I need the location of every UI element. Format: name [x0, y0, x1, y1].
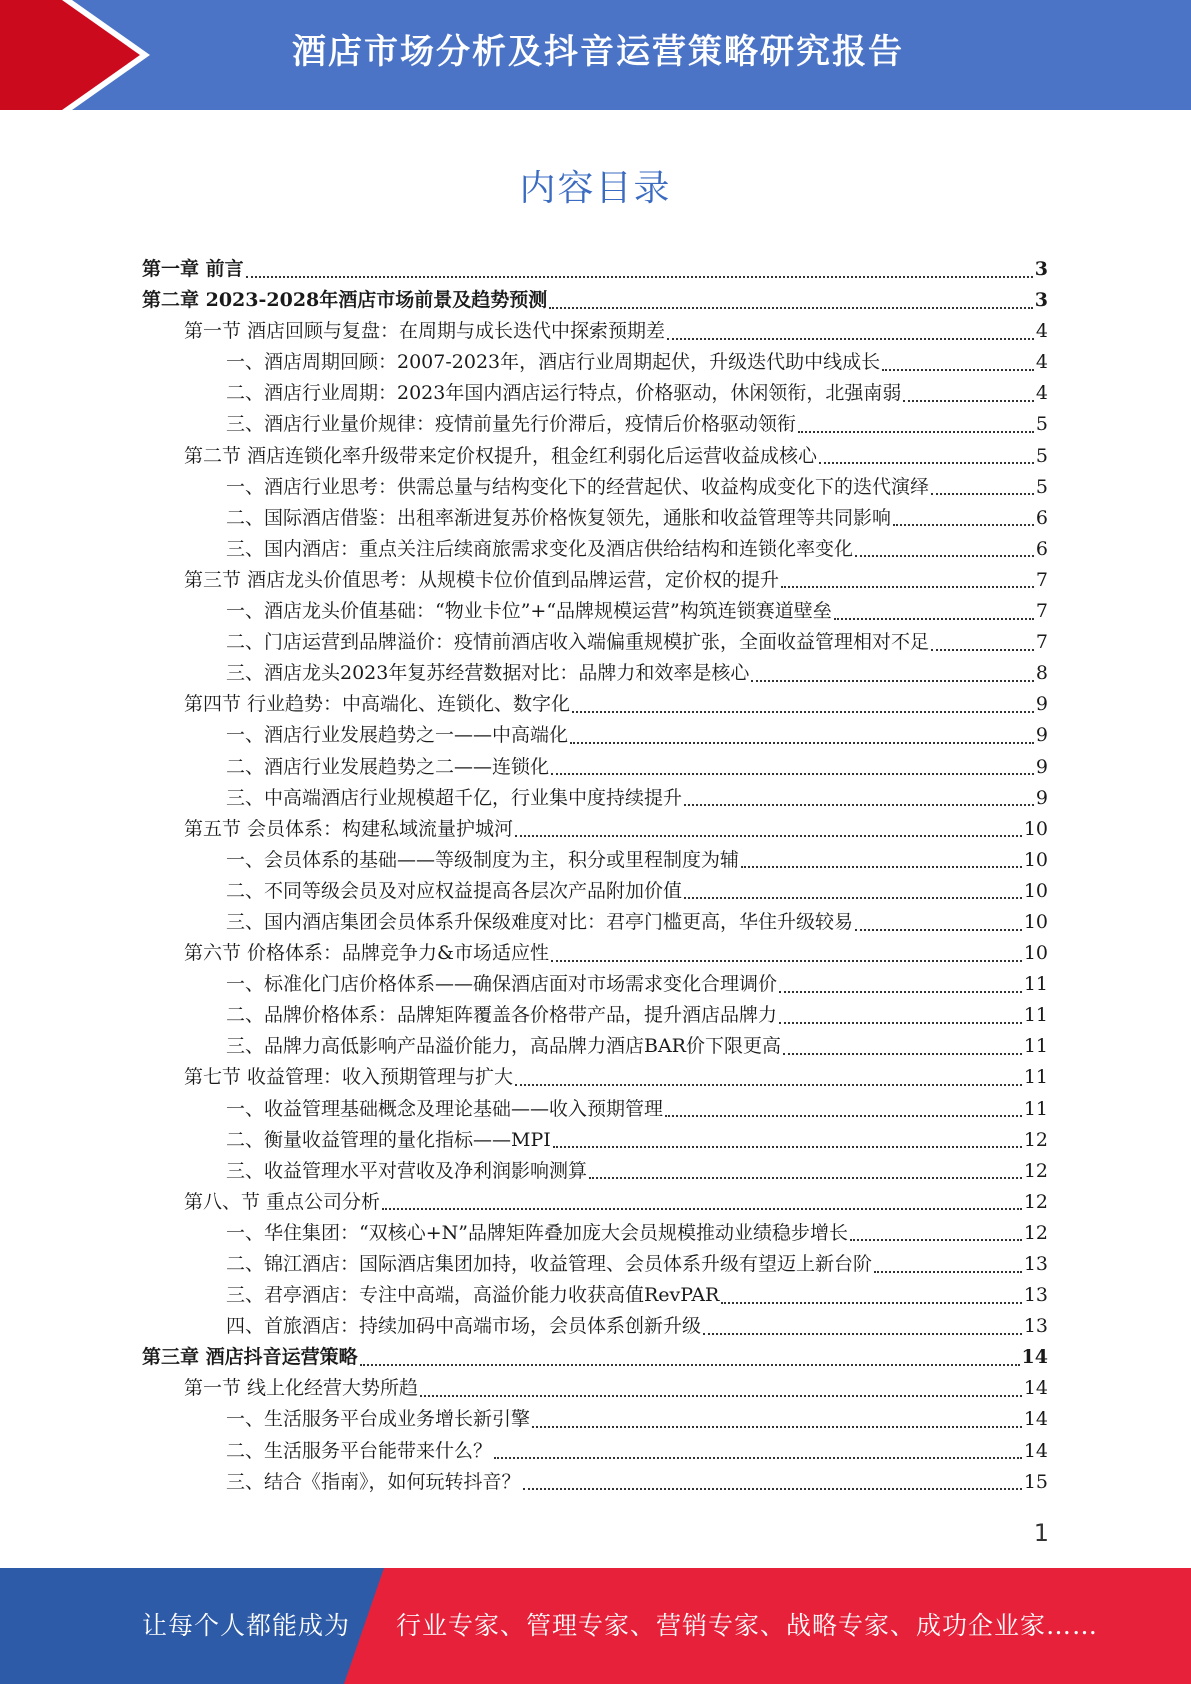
toc-entry-page: 4 — [1035, 382, 1048, 405]
toc-entry-title: 一、华住集团：“双核心+N”品牌矩阵叠加庞大会员规模推动业绩稳步增长 — [226, 1221, 848, 1244]
toc-entry[interactable] — [142, 254, 1048, 285]
toc-dot-leader — [494, 1457, 1022, 1459]
toc-entry[interactable] — [142, 689, 1048, 720]
toc-entry[interactable] — [142, 565, 1048, 596]
toc-entry-page: 10 — [1023, 942, 1048, 965]
toc-dot-leader — [553, 1146, 1022, 1148]
toc-entry-title: 一、标准化门店价格体系——确保酒店面对市场需求变化合理调价 — [226, 973, 778, 996]
toc-dot-leader — [549, 307, 1033, 309]
toc-entry-page: 15 — [1023, 1470, 1048, 1493]
toc-entry-title: 第四节 行业趋势：中高端化、连锁化、数字化 — [184, 693, 571, 716]
toc-dot-leader — [523, 1488, 1022, 1490]
toc-entry-page: 11 — [1023, 1097, 1048, 1120]
toc-entry[interactable] — [142, 1000, 1048, 1031]
toc-entry[interactable] — [142, 814, 1048, 845]
toc-entry-title: 三、中高端酒店行业规模超千亿，行业集中度持续提升 — [226, 786, 683, 809]
toc-entry-title: 三、国内酒店：重点关注后续商旅需求变化及酒店供给结构和连锁化率变化 — [226, 537, 854, 560]
toc-entry[interactable] — [142, 783, 1048, 814]
toc-entry[interactable] — [142, 1311, 1048, 1342]
toc-entry[interactable] — [142, 1467, 1048, 1498]
toc-entry[interactable] — [142, 316, 1048, 347]
toc-entry[interactable] — [142, 441, 1048, 472]
toc-dot-leader — [570, 742, 1034, 744]
toc-entry[interactable] — [142, 1218, 1048, 1249]
toc-dot-leader — [572, 711, 1034, 713]
toc-entry-page: 11 — [1023, 1066, 1048, 1089]
toc-entry-page: 13 — [1023, 1284, 1048, 1307]
toc-entry-page: 11 — [1023, 1035, 1048, 1058]
toc-entry-title: 一、生活服务平台成业务增长新引擎 — [226, 1408, 531, 1431]
toc-entry-title: 一、酒店行业思考：供需总量与结构变化下的经营起伏、收益构成变化下的迭代演绎 — [226, 475, 930, 498]
toc-entry[interactable] — [142, 658, 1048, 689]
toc-entry-title: 二、不同等级会员及对应权益提高各层次产品附加价值 — [226, 879, 683, 902]
toc-dot-leader — [420, 1395, 1022, 1397]
toc-entry-page: 13 — [1023, 1315, 1048, 1338]
toc-entry[interactable] — [142, 969, 1048, 1000]
toc-entry[interactable] — [142, 938, 1048, 969]
toc-dot-leader — [665, 1115, 1022, 1117]
toc-entry-page: 3 — [1034, 258, 1048, 280]
toc-entry-title: 二、酒店行业发展趋势之二——连锁化 — [226, 755, 550, 778]
toc-entry-page: 14 — [1023, 1408, 1048, 1431]
toc-entry-page: 12 — [1023, 1190, 1048, 1213]
table-of-contents — [142, 254, 1048, 1498]
toc-entry[interactable] — [142, 534, 1048, 565]
footer-banner — [0, 1568, 1191, 1684]
toc-entry-page: 10 — [1023, 879, 1048, 902]
toc-entry-title: 第一节 酒店回顾与复盘：在周期与成长迭代中探索预期差 — [184, 320, 666, 343]
toc-dot-leader — [589, 1177, 1022, 1179]
toc-dot-leader — [703, 1333, 1022, 1335]
toc-entry[interactable] — [142, 876, 1048, 907]
toc-entry-title: 二、生活服务平台能带来什么？ — [226, 1439, 493, 1462]
toc-entry-page: 5 — [1035, 475, 1048, 498]
toc-entry-page: 3 — [1034, 289, 1048, 312]
toc-entry-title: 四、首旅酒店：持续加码中高端市场，会员体系创新升级 — [226, 1315, 702, 1338]
toc-entry[interactable] — [142, 1249, 1048, 1280]
toc-entry-page: 11 — [1023, 973, 1048, 996]
header-chevron-decoration — [0, 0, 150, 110]
toc-dot-leader — [819, 462, 1034, 464]
toc-entry-page: 12 — [1023, 1159, 1048, 1182]
toc-entry-page: 11 — [1023, 1004, 1048, 1027]
toc-entry[interactable] — [142, 720, 1048, 751]
toc-entry[interactable] — [142, 285, 1048, 316]
toc-dot-leader — [850, 1239, 1022, 1241]
toc-dot-leader — [855, 555, 1034, 557]
toc-entry[interactable] — [142, 596, 1048, 627]
toc-entry-title: 第二节 酒店连锁化率升级带来定价权提升，租金红利弱化后运营收益成核心 — [184, 444, 818, 467]
toc-entry-page: 14 — [1021, 1346, 1048, 1369]
toc-entry-title: 第八、节 重点公司分析 — [184, 1190, 381, 1213]
toc-entry-title: 第一章 前言 — [142, 258, 244, 280]
toc-entry-title: 三、国内酒店集团会员体系升保级难度对比：君亭门槛更高，华住升级较易 — [226, 910, 854, 933]
toc-entry-page: 5 — [1035, 413, 1048, 436]
toc-entry[interactable] — [142, 409, 1048, 440]
toc-entry-page: 10 — [1023, 848, 1048, 871]
toc-dot-leader — [751, 680, 1034, 682]
toc-dot-leader — [855, 929, 1022, 931]
toc-entry-page: 9 — [1035, 724, 1048, 747]
toc-entry-page: 9 — [1035, 693, 1048, 716]
toc-entry[interactable] — [142, 1187, 1048, 1218]
toc-entry-page: 13 — [1023, 1253, 1048, 1275]
toc-dot-leader — [882, 369, 1034, 371]
toc-entry[interactable] — [142, 1031, 1048, 1062]
toc-entry-page: 14 — [1023, 1377, 1048, 1400]
toc-entry[interactable] — [142, 503, 1048, 534]
toc-dot-leader — [931, 649, 1034, 651]
toc-entry-page: 4 — [1035, 351, 1048, 374]
toc-entry-page: 12 — [1023, 1128, 1048, 1151]
toc-entry-title: 第一节 线上化经营大势所趋 — [184, 1377, 419, 1400]
toc-entry[interactable] — [142, 1436, 1048, 1467]
toc-entry-title: 第二章 2023-2028年酒店市场前景及趋势预测 — [142, 289, 548, 312]
toc-dot-leader — [532, 1426, 1022, 1428]
toc-dot-leader — [779, 1022, 1022, 1024]
toc-dot-leader — [741, 866, 1022, 868]
toc-entry-title: 第三章 酒店抖音运营策略 — [142, 1346, 358, 1369]
toc-dot-leader — [903, 400, 1034, 402]
toc-entry-title: 三、酒店龙头2023年复苏经营数据对比：品牌力和效率是核心 — [226, 662, 750, 685]
toc-entry-title: 二、锦江酒店：国际酒店集团加持，收益管理、会员体系升级有望迈上新台阶 — [226, 1253, 873, 1275]
toc-entry[interactable] — [142, 907, 1048, 938]
toc-entry-page: 7 — [1035, 631, 1048, 654]
toc-entry-title: 三、君亭酒店：专注中高端，高溢价能力收获高值RevPAR — [226, 1284, 720, 1307]
toc-entry-title: 二、门店运营到品牌溢价：疫情前酒店收入端偏重规模扩张，全面收益管理相对不足 — [226, 631, 930, 654]
toc-entry-title: 二、国际酒店借鉴：出租率渐进复苏价格恢复领先，通胀和收益管理等共同影响 — [226, 506, 892, 529]
footer-slogan-left: 让每个人都能成为 — [142, 1611, 351, 1640]
toc-dot-leader — [515, 835, 1022, 837]
toc-entry[interactable] — [142, 1062, 1048, 1093]
toc-dot-leader — [360, 1364, 1020, 1366]
toc-entry-page: 6 — [1035, 537, 1048, 560]
toc-entry-page: 8 — [1035, 662, 1048, 685]
toc-heading: 内容目录 — [519, 168, 672, 209]
toc-entry-title: 二、衡量收益管理的量化指标——MPI — [226, 1128, 551, 1151]
page-number: 1 — [1033, 1519, 1049, 1547]
toc-entry[interactable] — [142, 1156, 1048, 1187]
toc-dot-leader — [779, 991, 1022, 993]
toc-entry[interactable] — [142, 627, 1048, 658]
toc-entry-page: 5 — [1035, 444, 1048, 467]
toc-dot-leader — [893, 524, 1034, 526]
toc-entry-title: 一、酒店龙头价值基础：“物业卡位”+“品牌规模运营”构筑连锁赛道壁垒 — [226, 600, 832, 623]
toc-entry-title: 第七节 收益管理：收入预期管理与扩大 — [184, 1066, 514, 1089]
toc-entry-page: 14 — [1023, 1439, 1048, 1462]
toc-entry[interactable] — [142, 1404, 1048, 1435]
toc-entry[interactable] — [142, 1125, 1048, 1156]
toc-entry[interactable] — [142, 1373, 1048, 1404]
toc-entry-page: 6 — [1035, 506, 1048, 529]
toc-entry-title: 一、酒店行业发展趋势之一——中高端化 — [226, 724, 569, 747]
toc-entry-title: 二、品牌价格体系：品牌矩阵覆盖各价格带产品，提升酒店品牌力 — [226, 1004, 778, 1027]
toc-entry[interactable] — [142, 472, 1048, 503]
toc-dot-leader — [798, 431, 1034, 433]
toc-entry-title: 一、收益管理基础概念及理论基础——收入预期管理 — [226, 1097, 664, 1120]
toc-entry[interactable] — [142, 752, 1048, 783]
toc-entry-title: 第六节 价格体系：品牌竞争力&市场适应性 — [184, 942, 549, 965]
footer-slogan-right: 行业专家、管理专家、营销专家、战略专家、成功企业家…… — [396, 1611, 1099, 1640]
toc-entry-title: 三、结合《指南》，如何玩转抖音？ — [226, 1470, 521, 1493]
toc-entry-title: 一、会员体系的基础——等级制度为主，积分或里程制度为辅 — [226, 848, 740, 871]
toc-dot-leader — [684, 804, 1034, 806]
toc-entry-page: 12 — [1023, 1221, 1048, 1244]
header-bar — [0, 0, 1191, 110]
toc-dot-leader — [382, 1208, 1022, 1210]
toc-entry-title: 三、品牌力高低影响产品溢价能力，高品牌力酒店BAR价下限更高 — [226, 1035, 781, 1058]
toc-dot-leader — [667, 338, 1034, 340]
toc-entry-title: 一、酒店周期回顾：2007-2023年，酒店行业周期起伏，升级迭代助中线成长 — [226, 351, 881, 374]
toc-entry-title: 第三节 酒店龙头价值思考：从规模卡位价值到品牌运营，定价权的提升 — [184, 568, 780, 591]
toc-dot-leader — [783, 1053, 1022, 1055]
toc-entry-page: 7 — [1035, 568, 1048, 591]
toc-entry[interactable] — [142, 1094, 1048, 1125]
toc-dot-leader — [834, 618, 1034, 620]
toc-entry-title: 三、收益管理水平对营收及净利润影响测算 — [226, 1159, 588, 1182]
toc-entry-page: 4 — [1035, 320, 1048, 343]
toc-entry[interactable] — [142, 1342, 1048, 1373]
toc-dot-leader — [781, 586, 1034, 588]
toc-dot-leader — [874, 1271, 1022, 1273]
toc-entry-title: 二、酒店行业周期：2023年国内酒店运行特点，价格驱动，休闲领衔，北强南弱 — [226, 382, 902, 405]
toc-entry[interactable] — [142, 347, 1048, 378]
toc-entry-page: 10 — [1023, 910, 1048, 933]
toc-entry[interactable] — [142, 378, 1048, 409]
toc-dot-leader — [551, 960, 1022, 962]
report-title: 酒店市场分析及抖音运营策略研究报告 — [292, 32, 904, 72]
toc-entry-title: 第五节 会员体系：构建私域流量护城河 — [184, 817, 514, 840]
toc-entry-page: 9 — [1035, 786, 1048, 809]
toc-entry-page: 7 — [1035, 600, 1048, 623]
toc-dot-leader — [246, 276, 1033, 278]
toc-dot-leader — [684, 897, 1022, 899]
toc-dot-leader — [551, 773, 1034, 775]
toc-entry-page: 10 — [1023, 817, 1048, 840]
toc-entry[interactable] — [142, 1280, 1048, 1311]
toc-dot-leader — [515, 1084, 1022, 1086]
toc-dot-leader — [721, 1302, 1021, 1304]
toc-entry-title: 三、酒店行业量价规律：疫情前量先行价滞后，疫情后价格驱动领衔 — [226, 413, 797, 436]
toc-entry[interactable] — [142, 845, 1048, 876]
toc-entry-page: 9 — [1035, 755, 1048, 778]
toc-dot-leader — [931, 493, 1034, 495]
